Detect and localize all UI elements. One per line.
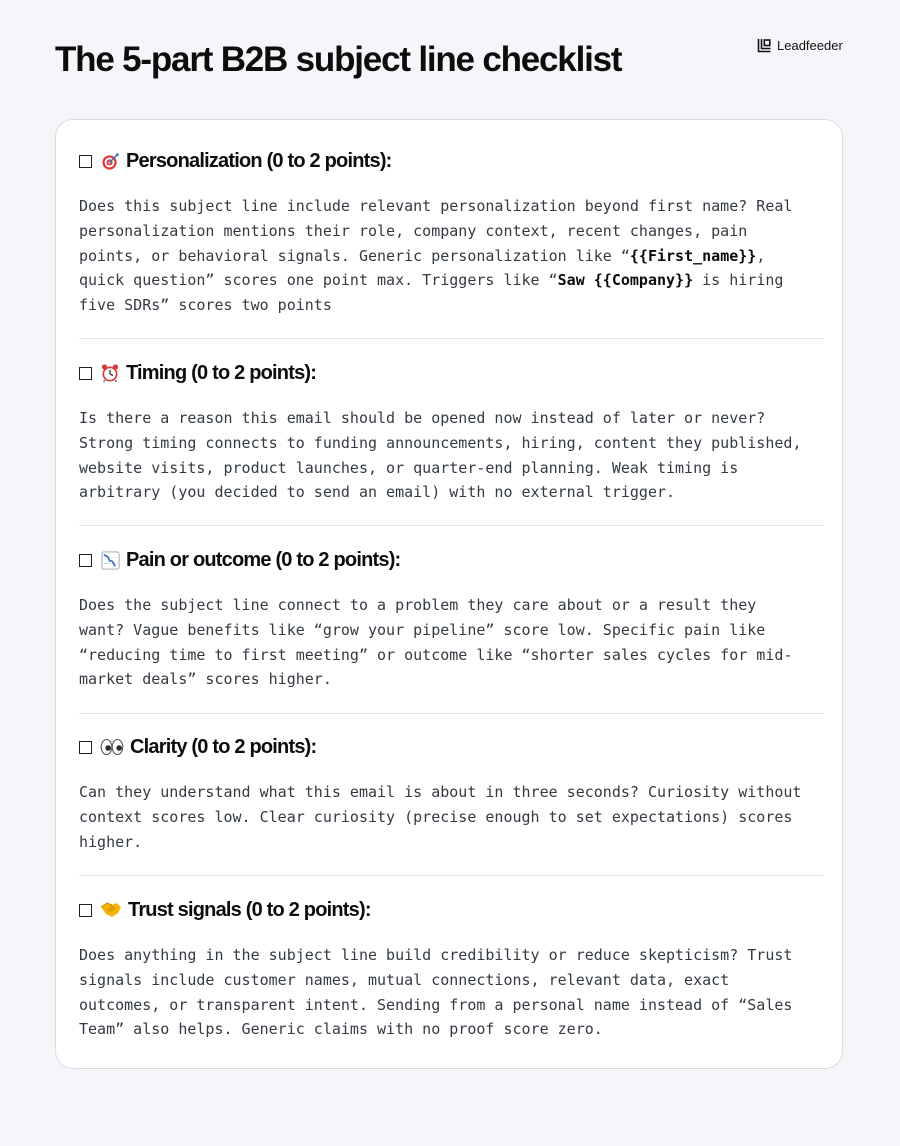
- section-title: Trust signals (0 to 2 points):: [128, 898, 371, 921]
- section-description: Can they understand what this email is about in three seconds? Curiosity without context scores low. Clear curiosity (precise enough to set expectations) scores higher.: [79, 783, 802, 851]
- brand-logo: [757, 38, 843, 53]
- section-heading: [79, 359, 823, 387]
- leadfeeder-logo-icon: [757, 38, 772, 53]
- section-title: Timing (0 to 2 points):: [126, 361, 317, 384]
- section-description: Does this subject line include relevant personalization beyond first name? Real personalization mentions their role, company context, recent changes, pain points, or behavioral signals. Generic personalization like “{{First_name}}, quick question” scores one point max. Triggers like “Saw {{Company}} is hiring five SDRs” scores two points: [79, 197, 793, 315]
- checkbox[interactable]: [79, 741, 92, 754]
- checkbox[interactable]: [79, 155, 92, 168]
- checkbox[interactable]: [79, 904, 92, 917]
- brand-name: Leadfeeder: [777, 38, 843, 53]
- section-title: Pain or outcome (0 to 2 points):: [126, 548, 401, 571]
- section-title: Personalization (0 to 2 points):: [126, 149, 392, 172]
- target-emoji-icon: [100, 151, 120, 171]
- section-heading: [79, 546, 823, 574]
- alarm-clock-emoji-icon: [100, 363, 120, 383]
- checklist-section-clarity: [79, 733, 823, 854]
- checklist-section-personalization: [79, 147, 823, 318]
- checklist-section-pain-or-outcome: [79, 546, 823, 692]
- section-heading: [79, 733, 823, 761]
- page-title: The 5-part B2B subject line checklist: [55, 40, 622, 79]
- chart-decreasing-emoji-icon: [100, 550, 120, 570]
- section-title: Clarity (0 to 2 points):: [130, 735, 317, 758]
- section-divider: [79, 875, 823, 876]
- checklist-section-trust-signals: [79, 896, 823, 1042]
- section-heading: [79, 896, 823, 924]
- eyes-emoji-icon: [100, 737, 124, 757]
- section-description: Does anything in the subject line build credibility or reduce skepticism? Trust signals include customer names, mutual connections, relevant data, exact outcomes, or transparent intent. Sending from a personal name instead of “Sales Team” also helps. Generic claims with no proof score zero.: [79, 946, 793, 1039]
- section-description: Is there a reason this email should be opened now instead of later or never? Strong timing connects to funding announcements, hiring, content they published, website visits, product launches, or quarter-end planning. Weak timing is arbitrary (you decided to send an email) with no external trigger.: [79, 409, 802, 502]
- checklist-section-timing: [79, 359, 823, 505]
- section-heading: [79, 147, 823, 175]
- checkbox[interactable]: [79, 367, 92, 380]
- section-description: Does the subject line connect to a problem they care about or a result they want? Vague benefits like “grow your pipeline” score low. Specific pain like “reducing time to first meeting” or outcome like “shorter sales cycles for mid- market deals” scores higher.: [79, 596, 793, 689]
- section-divider: [79, 713, 823, 714]
- checklist-card: [55, 119, 843, 1069]
- checkbox[interactable]: [79, 554, 92, 567]
- handshake-emoji-icon: [100, 900, 122, 920]
- section-divider: [79, 338, 823, 339]
- section-divider: [79, 525, 823, 526]
